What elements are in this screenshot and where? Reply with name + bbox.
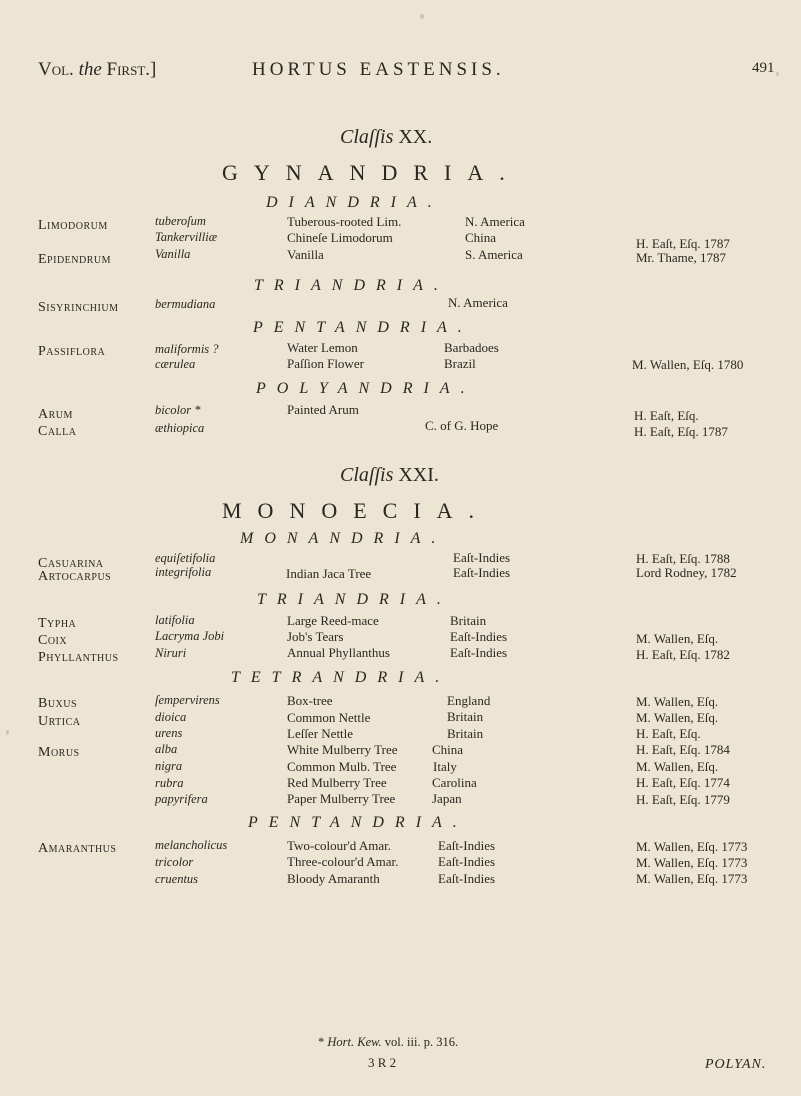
order-heading: PENTANDRIA. <box>248 814 468 831</box>
species-name: cærulea <box>155 357 196 371</box>
common-name: Leſſer Nettle <box>287 726 354 741</box>
native-country: Brazil <box>444 356 476 371</box>
species-name: Vanilla <box>155 247 191 261</box>
genus-name: Epidendrum <box>38 252 111 267</box>
introducer: Lord Rodney, 1782 <box>636 565 737 580</box>
native-country: Italy <box>433 759 457 774</box>
genus-name: Limodorum <box>38 218 108 233</box>
genus-name: Artocarpus <box>38 569 112 584</box>
introducer: H. Eaſt, Eſq. 1782 <box>636 647 730 662</box>
class-name: MONOECIA. <box>222 498 491 523</box>
introducer: H. Eaſt, Eſq. 1787 <box>634 424 728 439</box>
order-heading: DIANDRIA. <box>266 194 443 211</box>
introducer: H. Eaſt, Eſq. 1788 <box>636 551 730 566</box>
species-name: latifolia <box>155 613 195 627</box>
running-header-title: HORTUS EASTENSIS. <box>252 59 505 80</box>
native-country: C. of G. Hope <box>425 418 499 433</box>
signature-mark: 3 R 2 <box>368 1055 397 1070</box>
introducer: M. Wallen, Eſq. <box>636 710 719 725</box>
genus-name: Coix <box>38 633 68 648</box>
introducer: M. Wallen, Eſq. 1773 <box>636 855 748 870</box>
order-heading: TRIANDRIA. <box>254 277 449 294</box>
introducer: Mr. Thame, 1787 <box>636 250 727 265</box>
native-country: China <box>465 230 497 245</box>
introducer: M. Wallen, Eſq. <box>636 759 719 774</box>
common-name: Two-colour'd Amar. <box>287 838 391 853</box>
native-country: Barbadoes <box>444 340 499 355</box>
species-name: Tankervilliæ <box>155 230 218 244</box>
native-country: Eaſt-Indies <box>438 838 496 853</box>
species-name: papyrifera <box>155 792 208 806</box>
genus-name: Buxus <box>38 696 78 711</box>
class-name: GYNANDRIA. <box>222 160 521 185</box>
introducer: M. Wallen, Eſq. <box>636 694 719 709</box>
native-country: Eaſt-Indies <box>453 550 511 565</box>
native-country: N. America <box>448 295 508 310</box>
species-name: cruentus <box>155 872 199 886</box>
introducer: M. Wallen, Eſq. 1773 <box>636 839 748 854</box>
species-name: maliformis ? <box>155 342 219 356</box>
native-country: Carolina <box>432 775 477 790</box>
common-name: Chineſe Limodorum <box>287 230 393 245</box>
species-name: rubra <box>155 776 184 790</box>
species-name: Niruri <box>155 646 187 660</box>
species-name: bermudiana <box>155 297 216 311</box>
foxing-spot <box>776 72 779 76</box>
species-name: equiſetifolia <box>155 551 216 565</box>
common-name: Water Lemon <box>287 340 358 355</box>
running-header-volume: Vol. the First.] <box>38 59 157 80</box>
species-name: melancholicus <box>155 838 228 852</box>
species-name: æthiopica <box>155 421 205 435</box>
foxing-spot <box>420 14 424 19</box>
native-country: England <box>447 693 491 708</box>
species-name: ſempervirens <box>155 693 220 707</box>
native-country: Britain <box>447 709 484 724</box>
common-name: Large Reed-mace <box>287 613 379 628</box>
common-name: Painted Arum <box>287 402 359 417</box>
introducer: H. Eaſt, Eſq. 1779 <box>636 792 730 807</box>
genus-name: Calla <box>38 424 77 439</box>
common-name: Bloody Amaranth <box>287 871 380 886</box>
species-name: tuberoſum <box>155 214 206 228</box>
common-name: Common Mulb. Tree <box>287 759 397 774</box>
common-name: Annual Phyllanthus <box>287 645 390 660</box>
order-heading: TRIANDRIA. <box>257 591 452 608</box>
native-country: Eaſt-Indies <box>453 565 511 580</box>
common-name: White Mulberry Tree <box>287 742 398 757</box>
species-name: integrifolia <box>155 565 212 579</box>
genus-name: Passiflora <box>38 344 106 359</box>
common-name: Common Nettle <box>287 710 371 725</box>
introducer: M. Wallen, Eſq. 1780 <box>632 357 744 372</box>
native-country: Britain <box>450 613 487 628</box>
footnote: * Hort. Kew. vol. iii. p. 316. <box>318 1035 459 1049</box>
common-name: Tuberous-rooted Lim. <box>287 214 402 229</box>
genus-name: Typha <box>38 616 77 631</box>
species-name: bicolor * <box>155 403 201 417</box>
foxing-spot <box>6 730 9 735</box>
genus-name: Urtica <box>38 714 81 729</box>
native-country: Eaſt-Indies <box>450 645 508 660</box>
native-country: Eaſt-Indies <box>438 854 496 869</box>
class-title: Claſſis XXI. <box>340 464 439 486</box>
class-title: Claſſis XX. <box>340 126 433 148</box>
native-country: S. America <box>465 247 523 262</box>
common-name: Paper Mulberry Tree <box>287 791 396 806</box>
genus-name: Amaranthus <box>38 841 117 856</box>
species-name: Lacryma Jobi <box>155 629 225 643</box>
native-country: Japan <box>432 791 462 806</box>
introducer: M. Wallen, Eſq. <box>636 631 719 646</box>
order-heading: PENTANDRIA. <box>253 319 473 336</box>
genus-name: Phyllanthus <box>38 650 119 665</box>
native-country: China <box>432 742 464 757</box>
species-name: alba <box>155 742 178 756</box>
introducer: H. Eaſt, Eſq. <box>634 408 699 423</box>
common-name: Paſſion Flower <box>287 356 364 371</box>
introducer: H. Eaſt, Eſq. 1774 <box>636 775 730 790</box>
native-country: Britain <box>447 726 484 741</box>
common-name: Vanilla <box>287 247 324 262</box>
native-country: Eaſt-Indies <box>438 871 496 886</box>
species-name: nigra <box>155 759 183 773</box>
introducer: H. Eaſt, Eſq. <box>636 726 701 741</box>
order-heading: POLYANDRIA. <box>256 380 476 397</box>
common-name: Red Mulberry Tree <box>287 775 387 790</box>
genus-name: Morus <box>38 745 80 760</box>
introducer: M. Wallen, Eſq. 1773 <box>636 871 748 886</box>
order-heading: MONANDRIA. <box>240 530 447 547</box>
native-country: Eaſt-Indies <box>450 629 508 644</box>
species-name: dioica <box>155 710 187 724</box>
order-heading: TETRANDRIA. <box>231 669 451 686</box>
species-name: tricolor <box>155 855 194 869</box>
introducer: H. Eaſt, Eſq. 1784 <box>636 742 730 757</box>
genus-name: Sisyrinchium <box>38 300 119 315</box>
page-number: 491 <box>752 60 775 76</box>
species-name: urens <box>155 726 183 740</box>
catchword: POLYAN. <box>705 1057 767 1072</box>
common-name: Box-tree <box>287 693 333 708</box>
native-country: N. America <box>465 214 525 229</box>
common-name: Job's Tears <box>287 629 344 644</box>
common-name: Indian Jaca Tree <box>286 566 372 581</box>
common-name: Three-colour'd Amar. <box>287 854 399 869</box>
introducer: H. Eaſt, Eſq. 1787 <box>636 236 730 251</box>
genus-name: Arum <box>38 407 73 422</box>
genus-name: Casuarina <box>38 556 104 571</box>
